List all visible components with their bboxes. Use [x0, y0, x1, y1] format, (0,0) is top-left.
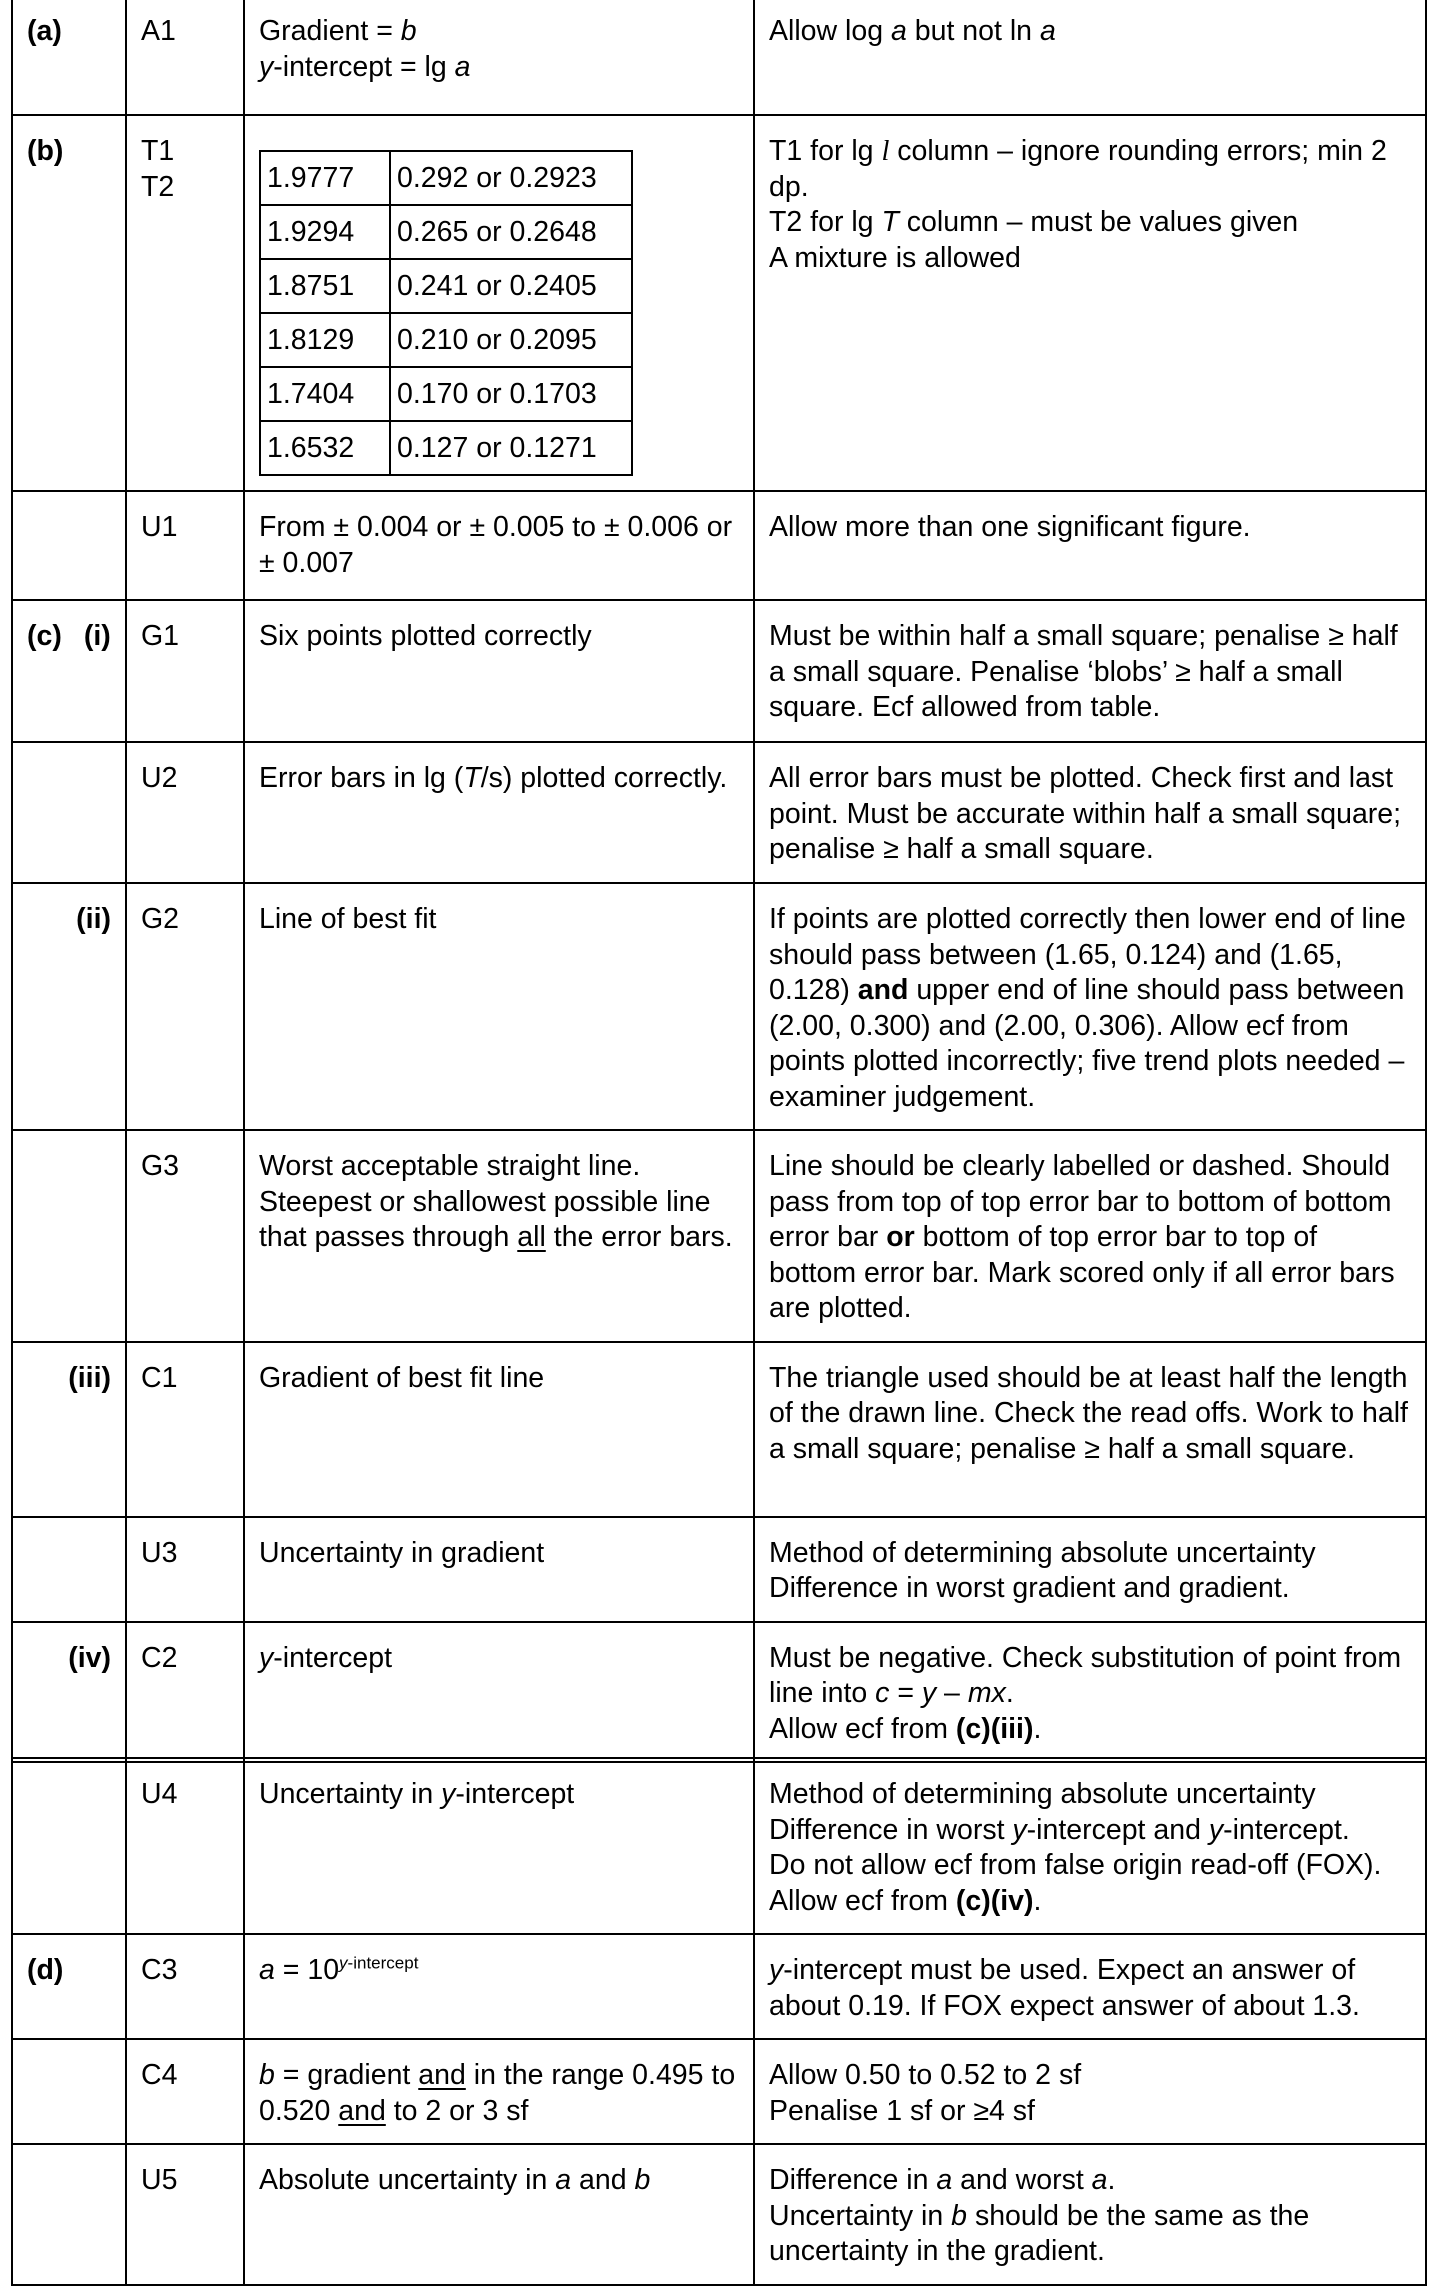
question-label: [12, 1130, 126, 1342]
question-label: (iii): [12, 1342, 126, 1517]
guidance-cell: Method of determining absolute uncertainty Difference in worst y-intercept and y-intercept. Do not allow ecf from false origin read-off (FOX). Allow ecf from (c)(iv).: [754, 1758, 1426, 1934]
answer-cell: Gradient = b y-intercept = lg a: [244, 0, 754, 115]
answer-cell: Worst acceptable straight line. Steepest or shallowest possible line that passes through all the error bars.: [244, 1130, 754, 1342]
table-row: [12, 742, 1426, 883]
lg-l-value: 1.9777: [260, 151, 390, 205]
mark-code: U5: [126, 2144, 244, 2285]
table-row: [260, 205, 632, 259]
guidance-cell: Must be negative. Check substitution of point from line into c = y – mx. Allow ecf from (c)(iii).: [754, 1622, 1426, 1763]
table-row: [12, 1517, 1426, 1622]
question-label: [12, 1517, 126, 1622]
question-label: (b): [12, 115, 126, 491]
mark-code: U1: [126, 491, 244, 600]
table-row: [260, 421, 632, 475]
table-row: [12, 2039, 1426, 2144]
guidance-cell: The triangle used should be at least half the length of the drawn line. Check the read offs. Work to half a small square; penalise ≥ half a small square.: [754, 1342, 1426, 1517]
table-row: [260, 367, 632, 421]
answer-cell: y-intercept: [244, 1622, 754, 1763]
mark-code: U2: [126, 742, 244, 883]
question-label: (a): [12, 0, 126, 115]
mark-code: G2: [126, 883, 244, 1130]
answer-cell: [244, 115, 754, 491]
guidance-cell: Allow 0.50 to 0.52 to 2 sf Penalise 1 sf or ≥4 sf: [754, 2039, 1426, 2144]
guidance-cell: y-intercept must be used. Expect an answer of about 0.19. If FOX expect answer of about 1.3.: [754, 1934, 1426, 2039]
table-row: [12, 0, 1426, 115]
mark-code: G3: [126, 1130, 244, 1342]
question-label: [12, 742, 126, 883]
lg-l-value: 1.8129: [260, 313, 390, 367]
table-row: [12, 883, 1426, 1130]
mark-code: C3: [126, 1934, 244, 2039]
guidance-cell: Allow more than one significant figure.: [754, 491, 1426, 600]
guidance-cell: Difference in a and worst a. Uncertainty in b should be the same as the uncertainty in the gradient.: [754, 2144, 1426, 2285]
table-row: [260, 259, 632, 313]
question-label: [12, 2144, 126, 2285]
table-row: [12, 1622, 1426, 1763]
question-label: (c) (i): [12, 600, 126, 742]
lg-l-value: 1.8751: [260, 259, 390, 313]
table-row: [260, 313, 632, 367]
lg-t-value: 0.265 or 0.2648: [390, 205, 632, 259]
lg-t-value: 0.210 or 0.2095: [390, 313, 632, 367]
table-row: [12, 1934, 1426, 2039]
guidance-cell: Method of determining absolute uncertainty Difference in worst gradient and gradient.: [754, 1517, 1426, 1622]
mark-code: T1 T2: [126, 115, 244, 491]
lg-l-value: 1.9294: [260, 205, 390, 259]
table-row: [12, 115, 1426, 491]
guidance-cell: Allow log a but not ln a: [754, 0, 1426, 115]
question-label: [12, 491, 126, 600]
mark-code: C4: [126, 2039, 244, 2144]
guidance-cell: T1 for lg l column – ignore rounding errors; min 2 dp. T2 for lg T column – must be values given A mixture is allowed: [754, 115, 1426, 491]
mark-code: C2: [126, 1622, 244, 1763]
lg-l-value: 1.7404: [260, 367, 390, 421]
table-row: [260, 151, 632, 205]
lg-t-value: 0.127 or 0.1271: [390, 421, 632, 475]
lg-t-value: 0.292 or 0.2923: [390, 151, 632, 205]
table-row: [12, 1130, 1426, 1342]
answer-cell: Uncertainty in gradient: [244, 1517, 754, 1622]
mark-code: U3: [126, 1517, 244, 1622]
mark-code: G1: [126, 600, 244, 742]
table-row: [12, 600, 1426, 742]
answer-cell: b = gradient and in the range 0.495 to 0.520 and to 2 or 3 sf: [244, 2039, 754, 2144]
guidance-cell: Must be within half a small square; penalise ≥ half a small square. Penalise ‘blobs’ ≥ half a small square. Ecf allowed from table.: [754, 600, 1426, 742]
mark-code: A1: [126, 0, 244, 115]
answer-cell: $a = 10^{y-intercept}$: [244, 1934, 754, 2039]
lg-t-value: 0.170 or 0.1703: [390, 367, 632, 421]
lg-values-table: [259, 150, 633, 476]
answer-cell: Uncertainty in y-intercept: [244, 1758, 754, 1934]
table-row: [12, 491, 1426, 600]
mark-scheme-table-continued: [11, 1757, 1427, 2286]
answer-cell: Absolute uncertainty in a and b: [244, 2144, 754, 2285]
guidance-cell: Line should be clearly labelled or dashed. Should pass from top of top error bar to bottom of bottom error bar or bottom of top error bar to top of bottom error bar. Mark scored only if all error bars are plotted.: [754, 1130, 1426, 1342]
question-label: (d): [12, 1934, 126, 2039]
mark-scheme-table: [11, 0, 1427, 1763]
mark-code: C1: [126, 1342, 244, 1517]
answer-cell: Line of best fit: [244, 883, 754, 1130]
answer-cell: Gradient of best fit line: [244, 1342, 754, 1517]
question-label: [12, 2039, 126, 2144]
answer-cell: Six points plotted correctly: [244, 600, 754, 742]
question-label: (ii): [12, 883, 126, 1130]
table-row: [12, 1758, 1426, 1934]
table-row: [12, 2144, 1426, 2285]
question-label: [12, 1758, 126, 1934]
answer-cell: Error bars in lg (T/s) plotted correctly.: [244, 742, 754, 883]
guidance-cell: All error bars must be plotted. Check first and last point. Must be accurate within half a small square; penalise ≥ half a small square.: [754, 742, 1426, 883]
lg-t-value: 0.241 or 0.2405: [390, 259, 632, 313]
mark-code: U4: [126, 1758, 244, 1934]
guidance-cell: If points are plotted correctly then lower end of line should pass between (1.65, 0.124) and (1.65, 0.128) and upper end of line should pass between (2.00, 0.300) and (2.00, 0.306). Allow ecf from points plotted incorrectly; five trend plots needed – examiner judgement.: [754, 883, 1426, 1130]
question-label: (iv): [12, 1622, 126, 1763]
answer-cell: From ± 0.004 or ± 0.005 to ± 0.006 or ± 0.007: [244, 491, 754, 600]
lg-l-value: 1.6532: [260, 421, 390, 475]
table-row: [12, 1342, 1426, 1517]
